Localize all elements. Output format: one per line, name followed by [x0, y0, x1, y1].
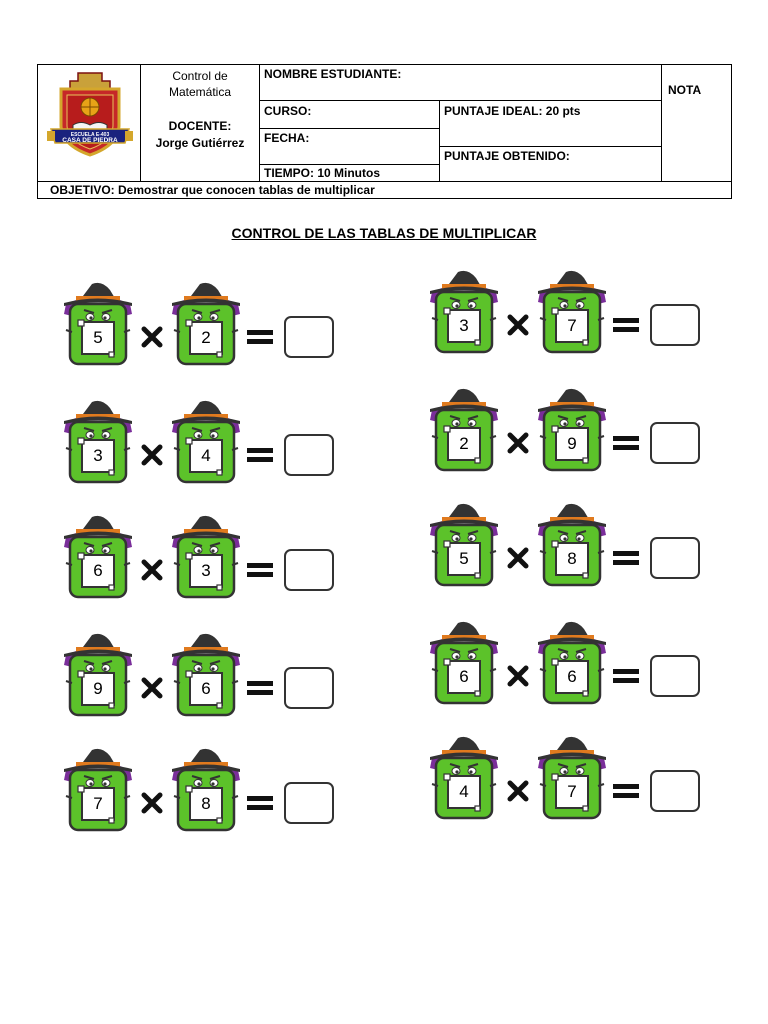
witch-icon: [536, 736, 608, 820]
docente-label: DOCENTE:: [168, 119, 232, 133]
times-icon: [507, 665, 529, 687]
factor-a: 3: [93, 446, 103, 465]
equals-icon: [612, 434, 640, 452]
answer-box[interactable]: [650, 422, 700, 464]
factor-a: 5: [93, 328, 103, 347]
witch-icon: [62, 633, 134, 717]
witch-icon: [170, 515, 242, 599]
factor-b: 6: [201, 679, 211, 698]
factor-b: 6: [567, 667, 577, 686]
witch-icon: [170, 633, 242, 717]
times-icon: [507, 432, 529, 454]
times-icon: [141, 326, 163, 348]
witch-icon: [170, 400, 242, 484]
subject-line-2: Matemática: [168, 85, 232, 99]
equals-icon: [246, 679, 274, 697]
curso-label: CURSO:: [264, 104, 312, 118]
multiplication-problem: [62, 400, 352, 490]
student-name-field[interactable]: [259, 64, 662, 101]
logo-cell: [37, 64, 141, 182]
witch-icon: [428, 503, 500, 587]
factor-b: 8: [567, 549, 577, 568]
witch-icon: [62, 748, 134, 832]
factor-a: 7: [93, 794, 103, 813]
factor-b: 8: [201, 794, 211, 813]
fecha-label: FECHA:: [264, 131, 310, 145]
factor-b: 2: [201, 328, 211, 347]
multiplication-problem: [428, 621, 718, 711]
equals-icon: [612, 549, 640, 567]
tiempo-cell: [259, 164, 440, 182]
multiplication-problem: [428, 388, 718, 478]
curso-field[interactable]: [259, 100, 440, 129]
factor-b: 7: [567, 316, 577, 335]
witch-icon: [428, 736, 500, 820]
multiplication-problem: [428, 503, 718, 593]
nota-label: NOTA: [668, 83, 702, 97]
factor-a: 3: [459, 316, 469, 335]
factor-a: 6: [93, 561, 103, 580]
equals-icon: [612, 782, 640, 800]
factor-b: 3: [201, 561, 211, 580]
witch-icon: [536, 621, 608, 705]
times-icon: [141, 559, 163, 581]
nota-field[interactable]: [661, 64, 732, 182]
factor-a: 4: [459, 782, 469, 801]
fecha-field[interactable]: [259, 128, 440, 165]
equals-icon: [612, 667, 640, 685]
witch-icon: [536, 270, 608, 354]
factor-a: 6: [459, 667, 469, 686]
witch-icon: [428, 621, 500, 705]
answer-box[interactable]: [284, 667, 334, 709]
page-title: CONTROL DE LAS TABLAS DE MULTIPLICAR: [231, 225, 537, 241]
answer-box[interactable]: [650, 655, 700, 697]
teacher-cell: [140, 64, 260, 182]
equals-icon: [246, 328, 274, 346]
multiplication-problem: [62, 282, 352, 372]
subject-line-1: Control de: [172, 69, 228, 83]
equals-icon: [246, 446, 274, 464]
header-table: [37, 64, 732, 198]
factor-b: 7: [567, 782, 577, 801]
times-icon: [141, 444, 163, 466]
multiplication-problem: [62, 515, 352, 605]
school-logo: [45, 67, 135, 167]
multiplication-problem: [62, 633, 352, 723]
factor-a: 9: [93, 679, 103, 698]
answer-box[interactable]: [284, 549, 334, 591]
multiplication-problem: [428, 270, 718, 360]
objetivo-label: OBJETIVO: Demostrar que conocen tablas de multiplicar: [50, 183, 375, 197]
witch-icon: [536, 503, 608, 587]
docente-name: Jorge Gutiérrez: [155, 136, 245, 150]
factor-a: 5: [459, 549, 469, 568]
witch-icon: [62, 282, 134, 366]
witch-icon: [428, 388, 500, 472]
puntaje-obtenido-field[interactable]: [439, 146, 662, 182]
witch-icon: [62, 515, 134, 599]
puntaje-ideal-label: PUNTAJE IDEAL: 20 pts: [444, 104, 581, 118]
puntaje-ideal-cell: [439, 100, 662, 147]
answer-box[interactable]: [284, 434, 334, 476]
logo-school-name: CASA DE PIEDRA: [62, 137, 118, 144]
times-icon: [141, 792, 163, 814]
witch-icon: [170, 282, 242, 366]
times-icon: [507, 314, 529, 336]
equals-icon: [246, 561, 274, 579]
answer-box[interactable]: [284, 782, 334, 824]
factor-b: 4: [201, 446, 211, 465]
multiplication-problem: [62, 748, 352, 838]
multiplication-problem: [428, 736, 718, 826]
witch-icon: [62, 400, 134, 484]
logo-school-number: ESCUELA E-403: [70, 132, 110, 138]
witch-icon: [170, 748, 242, 832]
objetivo-cell: [37, 181, 732, 199]
answer-box[interactable]: [650, 304, 700, 346]
witch-icon: [428, 270, 500, 354]
tiempo-label: TIEMPO: 10 Minutos: [264, 166, 381, 180]
answer-box[interactable]: [284, 316, 334, 358]
factor-a: 2: [459, 434, 469, 453]
times-icon: [141, 677, 163, 699]
equals-icon: [246, 794, 274, 812]
answer-box[interactable]: [650, 770, 700, 812]
factor-b: 9: [567, 434, 577, 453]
times-icon: [507, 780, 529, 802]
witch-icon: [536, 388, 608, 472]
student-name-label: NOMBRE ESTUDIANTE:: [264, 67, 402, 81]
answer-box[interactable]: [650, 537, 700, 579]
equals-icon: [612, 316, 640, 334]
times-icon: [507, 547, 529, 569]
puntaje-obtenido-label: PUNTAJE OBTENIDO:: [444, 149, 570, 163]
